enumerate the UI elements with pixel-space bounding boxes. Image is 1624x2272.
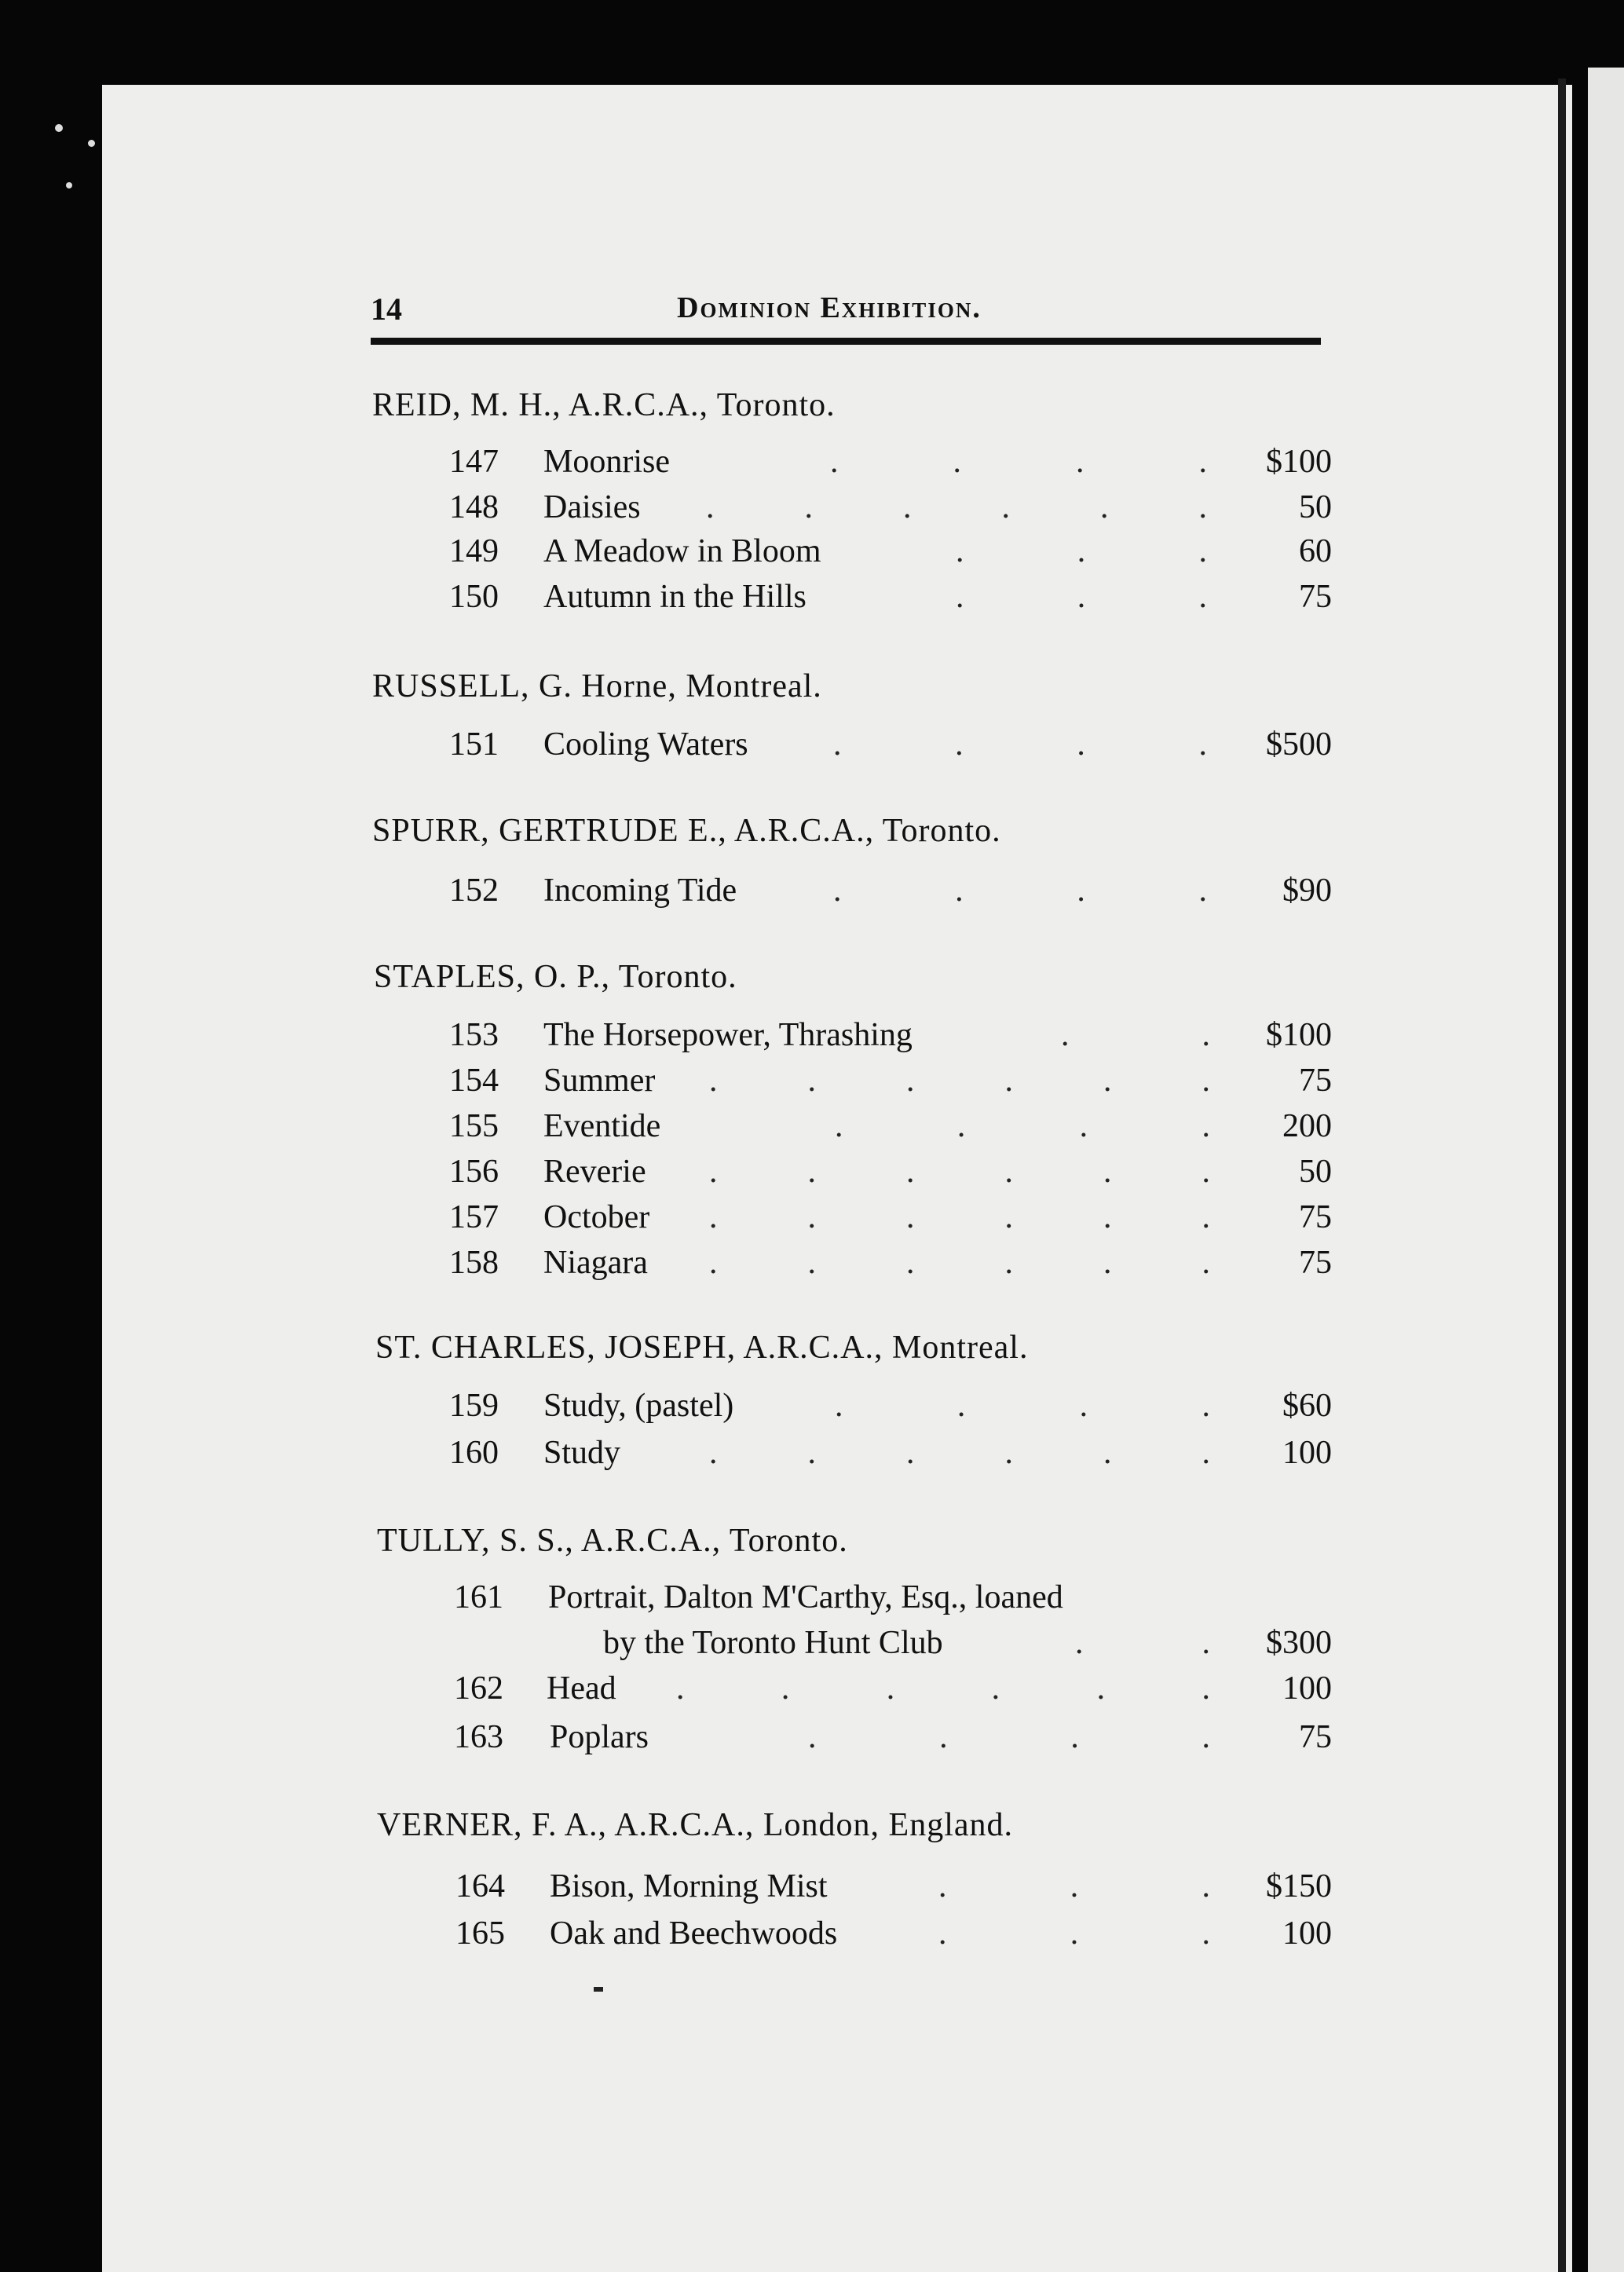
running-title: Dominion Exhibition. [677, 291, 982, 324]
work-title-continued: by the Toronto Hunt Club [603, 1625, 943, 1661]
entry-number: 161 [454, 1579, 503, 1615]
entry-number: 150 [449, 579, 499, 615]
scan-speck [55, 124, 63, 132]
price: 100 [1282, 1670, 1332, 1707]
dot-leaders: . . . . [836, 1388, 1211, 1424]
catalogue-entry [0, 1198, 1624, 1244]
entry-number: 163 [454, 1719, 503, 1755]
entry-number: 149 [449, 533, 499, 569]
price: 100 [1282, 1915, 1332, 1952]
price: 50 [1299, 489, 1332, 525]
work-title: Summer [543, 1063, 656, 1099]
entry-number: 165 [455, 1915, 505, 1952]
price: 50 [1299, 1154, 1332, 1190]
work-title: Autumn in the Hills [543, 579, 807, 615]
scan-speck [88, 140, 95, 147]
artist-heading: STAPLES, O. P., Toronto. [374, 959, 737, 995]
catalogue-entry [0, 1153, 1624, 1198]
dot-leaders: . . . . . . [707, 489, 1208, 525]
price: $90 [1282, 873, 1332, 909]
header-rule [371, 338, 1321, 345]
page-number: 14 [371, 291, 402, 327]
entry-number: 153 [449, 1017, 499, 1053]
price: 75 [1299, 1063, 1332, 1099]
work-title: Eventide [543, 1108, 661, 1144]
entry-number: 159 [449, 1388, 499, 1424]
scan-speck [66, 182, 72, 188]
dot-leaders: . . . . . . [677, 1670, 1211, 1707]
price: $100 [1266, 444, 1332, 480]
entry-number: 151 [449, 726, 499, 763]
catalogue-entry [0, 872, 1624, 917]
work-title: Head [547, 1670, 616, 1707]
dot-leaders: . . . [956, 579, 1208, 615]
entry-number: 157 [449, 1199, 499, 1235]
price: 100 [1282, 1435, 1332, 1471]
catalogue-entry [0, 1915, 1624, 1960]
dot-leaders: . . . . [831, 444, 1208, 480]
catalogue-entry [0, 1387, 1624, 1432]
dot-leaders: . . . [956, 533, 1208, 569]
price: 75 [1299, 579, 1332, 615]
work-title: Study, (pastel) [543, 1388, 734, 1424]
catalogue-entry [0, 726, 1624, 771]
dot-leaders: . . . . [809, 1719, 1211, 1755]
price: 75 [1299, 1199, 1332, 1235]
work-title: A Meadow in Bloom [543, 533, 821, 569]
dot-leaders: . . . . . . [710, 1063, 1211, 1099]
dot-leaders: . . . . [836, 1108, 1211, 1144]
price: $150 [1266, 1868, 1332, 1904]
dot-leaders: . . . [939, 1915, 1211, 1952]
catalogue-entry [0, 1579, 1624, 1673]
entry-number: 154 [449, 1063, 499, 1099]
dot-leaders: . . . . [834, 873, 1208, 909]
entry-number: 155 [449, 1108, 499, 1144]
entry-number: 152 [449, 873, 499, 909]
page-header [371, 284, 1321, 331]
entry-number: 156 [449, 1154, 499, 1190]
entry-number: 164 [455, 1868, 505, 1904]
price: 60 [1299, 533, 1332, 569]
catalogue-entry [0, 532, 1624, 578]
entry-number: 158 [449, 1245, 499, 1281]
work-title: The Horsepower, Thrashing [543, 1017, 913, 1053]
catalogue-entry [0, 443, 1624, 488]
artist-heading: VERNER, F. A., A.R.C.A., London, England. [377, 1807, 1014, 1843]
work-title: Moonrise [543, 444, 670, 480]
dot-leaders: . . [1062, 1017, 1211, 1053]
dot-leaders: . . . . [834, 726, 1208, 763]
catalogue-entry [0, 1244, 1624, 1290]
price: 200 [1282, 1108, 1332, 1144]
dot-leaders: . . [1076, 1625, 1211, 1661]
entry-number: 160 [449, 1435, 499, 1471]
entry-number: 162 [454, 1670, 503, 1707]
catalogue-entry [0, 1016, 1624, 1062]
catalogue-entry [0, 1718, 1624, 1764]
dot-leaders: . . . . . . [710, 1435, 1211, 1471]
price: $500 [1266, 726, 1332, 763]
catalogue-entry [0, 488, 1624, 534]
price: $100 [1266, 1017, 1332, 1053]
work-title: Portrait, Dalton M'Carthy, Esq., loaned [548, 1579, 1063, 1615]
work-title: Study [543, 1435, 621, 1471]
work-title: Niagara [543, 1245, 648, 1281]
price: $300 [1266, 1625, 1332, 1661]
catalogue-entry [0, 1434, 1624, 1480]
catalogue-entry [0, 1062, 1624, 1107]
work-title: October [543, 1199, 650, 1235]
artist-heading: REID, M. H., A.R.C.A., Toronto. [372, 387, 836, 423]
work-title: Poplars [550, 1719, 649, 1755]
catalogue-entry [0, 1868, 1624, 1913]
work-title: Incoming Tide [543, 873, 737, 909]
dot-leaders: . . . . . . [710, 1199, 1211, 1235]
dot-leaders: . . . [939, 1868, 1211, 1904]
work-title: Cooling Waters [543, 726, 748, 763]
catalogue-entry [0, 1670, 1624, 1715]
ink-mark [594, 1987, 603, 1992]
artist-heading: TULLY, S. S., A.R.C.A., Toronto. [377, 1523, 848, 1559]
price: 75 [1299, 1245, 1332, 1281]
price: $60 [1282, 1388, 1332, 1424]
entry-number: 148 [449, 489, 499, 525]
work-title: Daisies [543, 489, 641, 525]
work-title: Reverie [543, 1154, 646, 1190]
dot-leaders: . . . . . . [710, 1245, 1211, 1281]
price: 75 [1299, 1719, 1332, 1755]
entry-number: 147 [449, 444, 499, 480]
artist-heading: ST. CHARLES, JOSEPH, A.R.C.A., Montreal. [375, 1330, 1029, 1366]
catalogue-entry [0, 578, 1624, 624]
dot-leaders: . . . . . . [710, 1154, 1211, 1190]
work-title: Bison, Morning Mist [550, 1868, 828, 1904]
artist-heading: RUSSELL, G. Horne, Montreal. [372, 668, 822, 704]
catalogue-entry [0, 1107, 1624, 1153]
work-title: Oak and Beechwoods [550, 1915, 838, 1952]
artist-heading: SPURR, GERTRUDE E., A.R.C.A., Toronto. [372, 813, 1001, 849]
